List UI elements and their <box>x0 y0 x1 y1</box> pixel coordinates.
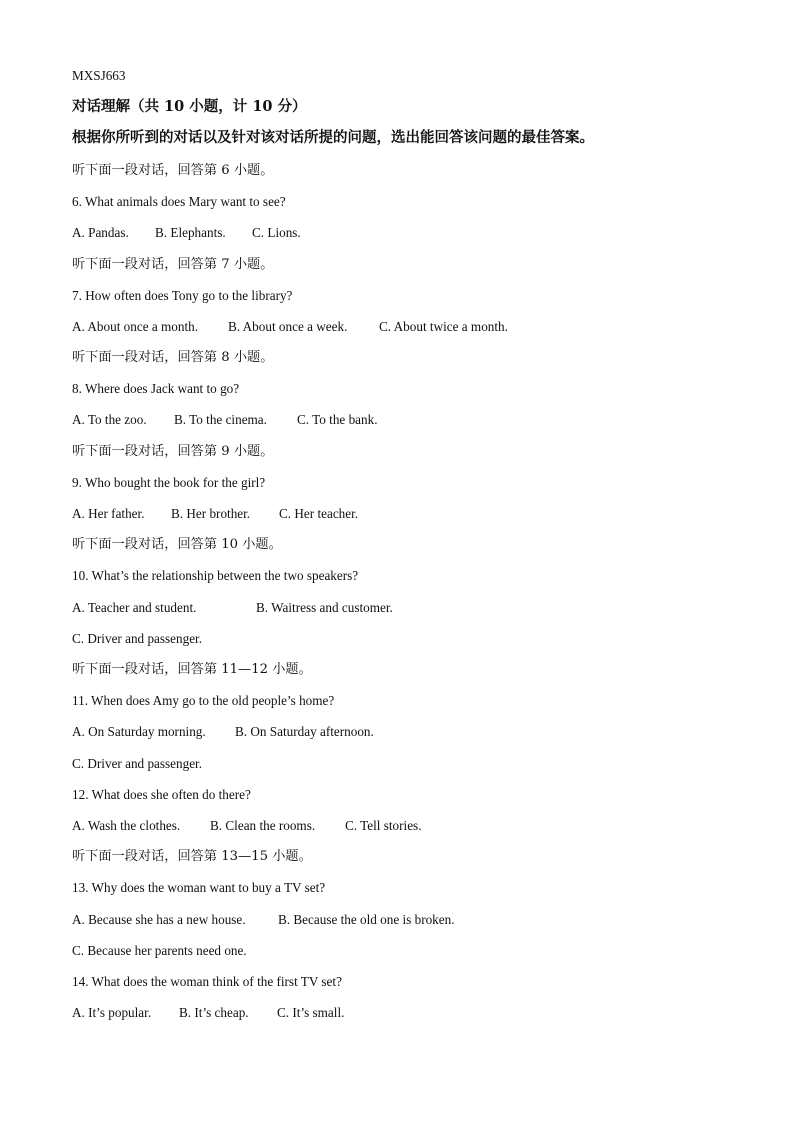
question-text: 8. Where does Jack want to go? <box>72 381 240 396</box>
answer-option: B. Elephants. <box>155 225 226 240</box>
section-title: 对话理解（共 10 小题，计 10 分） <box>72 98 307 115</box>
question-text: 13. Why does the woman want to buy a TV set? <box>72 880 326 895</box>
answer-option: C. Because her parents need one. <box>72 943 247 958</box>
answer-option: A. Teacher and student. <box>72 600 197 615</box>
answer-option: A. It’s popular. <box>72 1005 152 1020</box>
answer-option: C. Tell stories. <box>345 818 422 833</box>
answer-option: A. Because she has a new house. <box>72 912 246 927</box>
answer-option: A. About once a month. <box>72 319 198 334</box>
answer-option: B. On Saturday afternoon. <box>235 724 374 739</box>
answer-option: C. Lions. <box>252 225 301 240</box>
answer-option: C. Driver and passenger. <box>72 756 203 771</box>
listening-prompt: 听下面一段对话，回答第 13—15 小题。 <box>72 849 312 864</box>
question-text: 10. What’s the relationship between the two speakers? <box>72 568 359 583</box>
answer-option: B. Clean the rooms. <box>210 818 316 833</box>
section-instructions: 根据你所听到的对话以及针对该对话所提的问题，选出能回答该问题的最佳答案。 <box>72 129 594 146</box>
answer-option: B. Her brother. <box>171 506 251 521</box>
answer-option: B. It’s cheap. <box>179 1005 249 1020</box>
listening-prompt: 听下面一段对话，回答第 6 小题。 <box>72 163 274 178</box>
listening-prompt: 听下面一段对话，回答第 7 小题。 <box>72 257 274 272</box>
listening-prompt: 听下面一段对话，回答第 8 小题。 <box>72 350 274 365</box>
question-text: 11. When does Amy go to the old people’s home? <box>72 693 335 708</box>
answer-option: A. Wash the clothes. <box>72 818 181 833</box>
answer-option: B. To the cinema. <box>174 412 267 427</box>
answer-option: B. About once a week. <box>228 319 348 334</box>
answer-option: B. Because the old one is broken. <box>278 912 455 927</box>
answer-option: A. On Saturday morning. <box>72 724 206 739</box>
listening-prompt: 听下面一段对话，回答第 9 小题。 <box>72 444 274 459</box>
document-code: MXSJ663 <box>72 68 126 83</box>
answer-option: A. Pandas. <box>72 225 129 240</box>
question-text: 12. What does she often do there? <box>72 787 251 802</box>
answer-option: C. To the bank. <box>297 412 378 427</box>
question-text: 7. How often does Tony go to the library? <box>72 288 293 303</box>
answer-option: C. Driver and passenger. <box>72 631 203 646</box>
answer-option: C. About twice a month. <box>379 319 508 334</box>
answer-option: C. It’s small. <box>277 1005 345 1020</box>
question-text: 14. What does the woman think of the first TV set? <box>72 974 342 989</box>
question-text: 9. Who bought the book for the girl? <box>72 475 266 490</box>
answer-option: A. Her father. <box>72 506 145 521</box>
answer-option: C. Her teacher. <box>279 506 359 521</box>
question-text: 6. What animals does Mary want to see? <box>72 194 286 209</box>
listening-prompt: 听下面一段对话，回答第 11—12 小题。 <box>72 662 312 677</box>
answer-option: A. To the zoo. <box>72 412 147 427</box>
answer-option: B. Waitress and customer. <box>256 600 393 615</box>
listening-prompt: 听下面一段对话，回答第 10 小题。 <box>72 537 282 552</box>
